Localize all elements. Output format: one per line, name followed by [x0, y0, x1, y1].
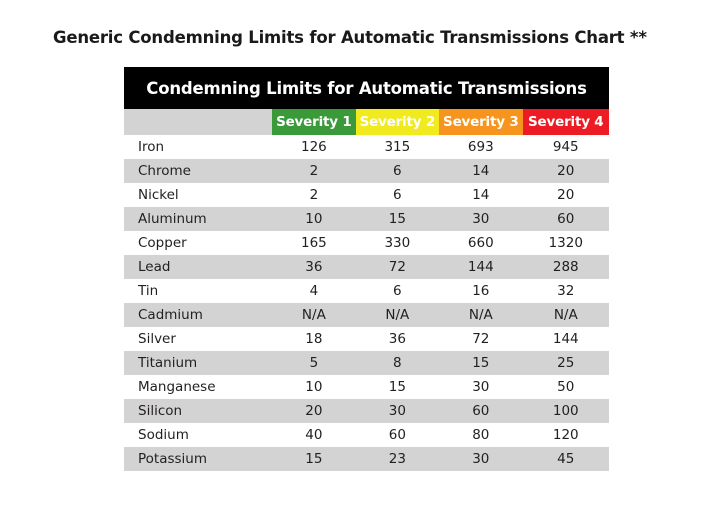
severity-4-value-cell: 20: [557, 163, 575, 179]
element-name-cell: Silicon: [138, 403, 183, 419]
severity-2-value-cell: 6: [393, 163, 402, 179]
table-title: Condemning Limits for Automatic Transmissions: [124, 67, 609, 109]
severity-1-value-cell: 10: [305, 211, 323, 227]
severity-4-value-cell: 32: [557, 283, 575, 299]
severity-1-value-cell: 36: [305, 259, 323, 275]
severity-1-value-cell: 5: [309, 355, 319, 371]
severity-2-value-cell: N/A: [385, 307, 410, 323]
table-row: [124, 303, 609, 327]
severity-2-value-cell: 8: [393, 355, 402, 371]
table-row: [124, 375, 609, 399]
element-name-cell: Titanium: [138, 355, 198, 371]
severity-3-value-cell: N/A: [468, 307, 493, 323]
severity-3-value-cell: 30: [472, 211, 490, 227]
element-name-cell: Aluminum: [138, 211, 207, 227]
severity-2-value-cell: 72: [388, 259, 406, 275]
severity-1-value-cell: 15: [305, 451, 323, 467]
severity-3-header: Severity 3: [439, 109, 522, 135]
table-row: [124, 279, 609, 303]
severity-4-value-cell: 120: [552, 427, 579, 443]
severity-2-value-cell: 15: [388, 211, 406, 227]
severity-3-value-cell: 693: [467, 139, 494, 155]
severity-3-value-cell: 16: [472, 283, 490, 299]
severity-4-header: Severity 4: [523, 109, 609, 135]
element-name-cell: Tin: [138, 283, 159, 299]
element-name-cell: Copper: [138, 235, 187, 251]
table-row: [124, 399, 609, 423]
severity-4-value-cell: 60: [557, 211, 575, 227]
severity-4-value-cell: 45: [557, 451, 575, 467]
severity-2-value-cell: 6: [393, 283, 402, 299]
table-row: [124, 231, 609, 255]
severity-2-value-cell: 23: [388, 451, 406, 467]
severity-3-value-cell: 30: [472, 451, 490, 467]
severity-1-value-cell: 165: [300, 235, 327, 251]
severity-1-value-cell: 40: [305, 427, 323, 443]
table-body: [124, 135, 609, 471]
severity-1-value-cell: 20: [305, 403, 323, 419]
table-row: [124, 327, 609, 351]
table-row: [124, 351, 609, 375]
severity-2-value-cell: 36: [388, 331, 406, 347]
table-row: [124, 255, 609, 279]
severity-4-value-cell: 288: [552, 259, 579, 275]
severity-1-value-cell: 4: [309, 283, 319, 299]
severity-1-value-cell: 18: [305, 331, 323, 347]
severity-1-header: Severity 1: [272, 109, 355, 135]
table-row: [124, 423, 609, 447]
element-name-cell: Chrome: [138, 163, 191, 179]
severity-2-value-cell: 60: [388, 427, 406, 443]
severity-1-value-cell: 10: [305, 379, 323, 395]
severity-2-value-cell: 6: [393, 187, 402, 203]
table-row: [124, 447, 609, 471]
severity-3-value-cell: 80: [472, 427, 490, 443]
severity-3-value-cell: 60: [472, 403, 490, 419]
severity-4-value-cell: 1320: [548, 235, 583, 251]
severity-1-value-cell: 2: [309, 187, 319, 203]
severity-1-value-cell: N/A: [301, 307, 326, 323]
severity-4-value-cell: N/A: [553, 307, 578, 323]
element-name-cell: Cadmium: [138, 307, 203, 323]
element-name-cell: Iron: [138, 139, 165, 155]
severity-3-value-cell: 15: [472, 355, 490, 371]
severity-3-value-cell: 14: [472, 163, 490, 179]
element-name-cell: Nickel: [138, 187, 179, 203]
severity-4-value-cell: 50: [557, 379, 575, 395]
element-name-cell: Manganese: [138, 379, 216, 395]
severity-4-value-cell: 144: [552, 331, 579, 347]
table-row: [124, 159, 609, 183]
severity-4-value-cell: 25: [557, 355, 575, 371]
severity-3-value-cell: 30: [472, 379, 490, 395]
element-header-blank: [124, 109, 272, 135]
severity-4-value-cell: 945: [552, 139, 579, 155]
severity-2-header: Severity 2: [356, 109, 439, 135]
table-row: [124, 207, 609, 231]
severity-3-value-cell: 144: [467, 259, 494, 275]
severity-4-value-cell: 100: [552, 403, 579, 419]
severity-2-value-cell: 315: [384, 139, 411, 155]
severity-2-value-cell: 15: [388, 379, 406, 395]
table-row: [124, 183, 609, 207]
severity-4-value-cell: 20: [557, 187, 575, 203]
severity-3-value-cell: 14: [472, 187, 490, 203]
severity-2-value-cell: 30: [388, 403, 406, 419]
element-name-cell: Lead: [138, 259, 171, 275]
severity-1-value-cell: 126: [300, 139, 327, 155]
element-name-cell: Silver: [138, 331, 176, 347]
element-name-cell: Potassium: [138, 451, 208, 467]
table-row: [124, 135, 609, 159]
condemning-limits-table: [124, 67, 609, 471]
severity-2-value-cell: 330: [384, 235, 411, 251]
document-title: Generic Condemning Limits for Automatic Transmissions Chart **: [53, 28, 647, 47]
severity-3-value-cell: 660: [467, 235, 494, 251]
severity-3-value-cell: 72: [472, 331, 490, 347]
severity-1-value-cell: 2: [309, 163, 319, 179]
severity-header-row: [124, 109, 609, 135]
element-name-cell: Sodium: [138, 427, 189, 443]
